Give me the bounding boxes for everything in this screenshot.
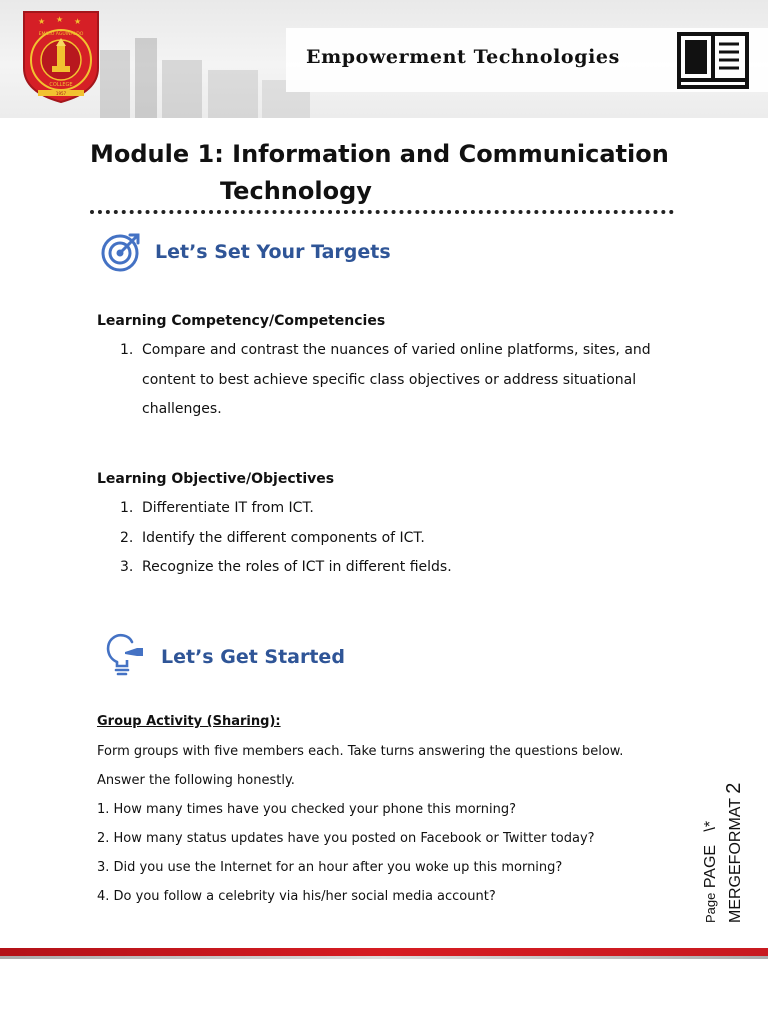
page-number: 2 xyxy=(723,782,745,794)
list-number: 1. xyxy=(120,342,134,358)
page-field-code: PAGE \* xyxy=(702,820,719,889)
list-text: Recognize the roles of ICT in different fields. xyxy=(142,559,452,575)
list-text: Identify the different components of ICT. xyxy=(142,529,425,546)
page-header xyxy=(0,0,768,118)
competency-heading: Learning Competency/Competencies xyxy=(97,313,386,329)
activity-line: Form groups with five members each. Take turns answering the questions below. xyxy=(97,744,624,759)
objective-heading: Learning Objective/Objectives xyxy=(97,471,335,487)
dotted-divider xyxy=(90,210,674,214)
merge-format-word: MERGEFORMAT xyxy=(727,798,744,923)
group-activity-heading: Group Activity (Sharing): xyxy=(97,714,281,729)
module-title xyxy=(90,136,680,210)
page-number-rotated xyxy=(702,783,746,923)
activity-question: 3. Did you use the Internet for an hour after you woke up this morning? xyxy=(97,860,563,875)
list-number: 2. xyxy=(120,529,134,546)
list-item xyxy=(120,553,660,583)
module-title-line-2: Technology xyxy=(220,177,372,205)
svg-text:★: ★ xyxy=(56,15,64,24)
book-icon xyxy=(677,32,749,90)
svg-text:★: ★ xyxy=(38,17,46,26)
objective-list xyxy=(120,494,660,583)
svg-text:COLLEGE: COLLEGE xyxy=(49,82,73,88)
activity-question: 4. Do you follow a celebrity via his/her social media account? xyxy=(97,889,496,904)
lightbulb-icon xyxy=(101,632,145,678)
activity-line: Answer the following honestly. xyxy=(97,773,295,788)
list-item xyxy=(120,494,660,524)
target-icon xyxy=(100,231,142,273)
course-title: Empowerment Technologies xyxy=(306,46,620,68)
svg-text:1957: 1957 xyxy=(55,91,67,96)
list-text: Compare and contrast the nuances of varied online platforms, sites, and content to best achieve specific class objectives or address situational challenges. xyxy=(142,342,651,417)
list-number: 1. xyxy=(120,500,134,516)
footer-grey-bar xyxy=(0,956,768,959)
svg-text:EMILIO AGUINALDO: EMILIO AGUINALDO xyxy=(38,32,84,37)
list-text: Differentiate IT from ICT. xyxy=(142,500,314,516)
list-item xyxy=(120,524,660,554)
list-item xyxy=(120,336,660,425)
module-title-line-1: Module 1: Information and Communication xyxy=(90,140,669,168)
list-number: 3. xyxy=(120,559,134,575)
footer-red-bar xyxy=(0,948,768,956)
college-seal-logo xyxy=(22,10,100,104)
page-word: Page xyxy=(703,892,718,923)
activity-question: 2. How many status updates have you posted on Facebook or Twitter today? xyxy=(97,831,595,846)
section-title-get-started: Let’s Get Started xyxy=(161,646,345,668)
activity-question: 1. How many times have you checked your phone this morning? xyxy=(97,802,517,817)
campus-background xyxy=(90,30,310,118)
competency-list xyxy=(120,336,660,425)
section-title-targets: Let’s Set Your Targets xyxy=(155,241,391,263)
svg-text:★: ★ xyxy=(74,17,82,26)
